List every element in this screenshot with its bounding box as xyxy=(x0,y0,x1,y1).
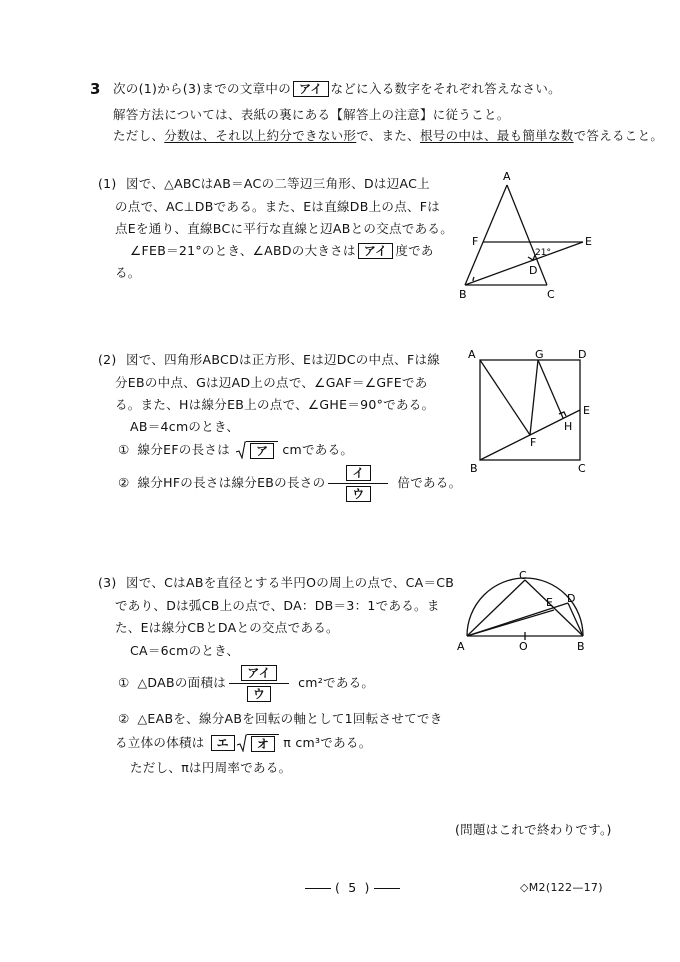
label-c: C xyxy=(547,288,555,301)
semicircle-arc xyxy=(467,578,583,636)
label-d: D xyxy=(567,592,576,605)
angle-label: 21° xyxy=(535,248,551,258)
label-d: D xyxy=(578,348,587,361)
instruction-text: ただし、 xyxy=(113,128,165,143)
q3-figure xyxy=(455,570,605,660)
q1-line-4 xyxy=(130,243,434,259)
q1-line-2: の点で、AC⊥DBである。また、Eは直線DB上の点、Fは xyxy=(115,199,441,214)
page-number: ( 5 ) xyxy=(305,880,400,896)
q3-item-2-note: ただし、πは円周率である。 xyxy=(130,760,292,775)
instruction-text: 次の(1)から(3)までの文章中の xyxy=(113,81,292,96)
answer-box: エ xyxy=(211,735,235,751)
q2-line-4: AB＝4cmのとき、 xyxy=(130,419,240,434)
label-a: A xyxy=(503,170,511,183)
label-f: F xyxy=(530,436,537,449)
answer-box: イ xyxy=(346,465,370,481)
q1-label: (1) xyxy=(98,176,117,191)
answer-box: ウ xyxy=(346,486,370,502)
q1-line-1: 図で、△ABCはAB＝ACの二等辺三角形、Dは辺AC上 xyxy=(126,176,430,191)
sqrt xyxy=(237,734,279,752)
instruction-line-3 xyxy=(113,128,663,144)
label-e: E xyxy=(546,596,553,609)
label-f: F xyxy=(472,235,479,248)
q1-figure xyxy=(455,165,605,305)
angle-mark xyxy=(473,277,474,281)
page-number-value: 5 xyxy=(348,880,357,895)
q1-text: 度であ xyxy=(395,243,434,258)
q1-line-3: 点Eを通り、直線BCに平行な直線と辺ABとの交点である。 xyxy=(115,221,454,236)
label-e: E xyxy=(585,235,592,248)
answer-box: ウ xyxy=(247,686,271,702)
q3-text: π cm³である。 xyxy=(283,735,372,750)
q2-text: cmである。 xyxy=(282,442,354,457)
problem-number: 3 xyxy=(90,80,101,98)
fraction xyxy=(229,665,289,702)
instruction-line-1 xyxy=(113,81,561,97)
instruction-text: で答えること。 xyxy=(573,128,664,143)
q3-item-2 xyxy=(118,711,443,727)
segment-gf xyxy=(530,360,538,435)
label-d: D xyxy=(529,264,538,277)
q3-text: cm²である。 xyxy=(298,675,375,690)
segment-gh xyxy=(538,360,563,418)
underlined-text: 根号の中は、最も簡単な数 xyxy=(419,128,574,143)
q2-item-2 xyxy=(118,463,461,503)
segment-af xyxy=(480,360,530,435)
item-marker: ① xyxy=(118,442,130,457)
q1-line-5: る。 xyxy=(115,265,141,280)
line-be xyxy=(465,242,583,285)
answer-box: ア xyxy=(250,443,274,459)
q3-item-2-cont xyxy=(115,734,372,752)
radical-sign-icon xyxy=(237,734,247,752)
label-b: B xyxy=(470,462,478,475)
q2-label: (2) xyxy=(98,352,117,367)
q2-item-1 xyxy=(118,441,353,459)
label-a: A xyxy=(468,348,476,361)
q2-line-3: る。また、Hは線分EB上の点で、∠GHE＝90°である。 xyxy=(115,397,435,412)
end-note: (問題はこれで終わりです。) xyxy=(455,822,612,837)
instruction-line-2: 解答方法については、表紙の裏にある【解答上の注意】に従うこと。 xyxy=(113,107,510,122)
radical-sign-icon xyxy=(236,441,246,459)
item-marker: ① xyxy=(118,675,130,690)
item-marker: ② xyxy=(118,475,130,490)
q3-line-1: 図で、CはABを直径とする半円Oの周上の点で、CA＝CB xyxy=(126,575,455,590)
q3-text: △DABの面積は xyxy=(137,675,227,690)
q3-text: る立体の体積は xyxy=(115,735,205,750)
label-b: B xyxy=(459,288,467,301)
label-e: E xyxy=(583,404,590,417)
q3-text: △EABを、線分ABを回転の軸として1回転させてでき xyxy=(137,711,443,726)
q3-line-3: た、Eは線分CBとDAとの交点である。 xyxy=(115,620,339,635)
answer-box: アイ xyxy=(241,665,277,681)
right-angle-mark xyxy=(528,255,535,260)
segment-ac xyxy=(507,185,547,285)
answer-box: アイ xyxy=(358,243,394,259)
underlined-text: 分数は、それ以上約分できない形 xyxy=(164,128,357,143)
q2-text: 倍である。 xyxy=(397,475,462,490)
label-h: H xyxy=(564,420,573,433)
q3-item-1 xyxy=(118,663,374,703)
sqrt xyxy=(236,441,278,459)
q3-line-2: であり、Dは弧CB上の点で、DA：DB＝3：1である。ま xyxy=(115,598,440,613)
instruction-text: で、また、 xyxy=(356,128,420,143)
label-c: C xyxy=(578,462,586,475)
label-b: B xyxy=(577,640,585,653)
item-marker: ② xyxy=(118,711,130,726)
q2-figure xyxy=(458,345,598,480)
q2-text: 線分EFの長さは xyxy=(137,442,231,457)
fraction xyxy=(328,465,388,502)
answer-box: オ xyxy=(251,736,275,752)
q2-text: 線分HFの長さは線分EBの長さの xyxy=(137,475,326,490)
label-g: G xyxy=(535,348,544,361)
label-a: A xyxy=(457,640,465,653)
q2-line-2: 分EBの中点、Gは辺AD上の点で、∠GAF＝∠GFEであ xyxy=(115,375,428,390)
q2-line-1: 図で、四角形ABCDは正方形、Eは辺DCの中点、Fは線 xyxy=(126,352,441,367)
answer-box: アイ xyxy=(293,81,329,97)
label-o: O xyxy=(519,640,528,653)
q3-label: (3) xyxy=(98,575,117,590)
instruction-text: などに入る数字をそれぞれ答えなさい。 xyxy=(330,81,561,96)
form-code: ◇M2(122—17) xyxy=(520,881,603,894)
q1-text: ∠FEB＝21°のとき、∠ABDの大きさは xyxy=(130,243,356,258)
label-c: C xyxy=(519,570,527,582)
q3-line-4: CA＝6cmのとき、 xyxy=(130,643,240,658)
